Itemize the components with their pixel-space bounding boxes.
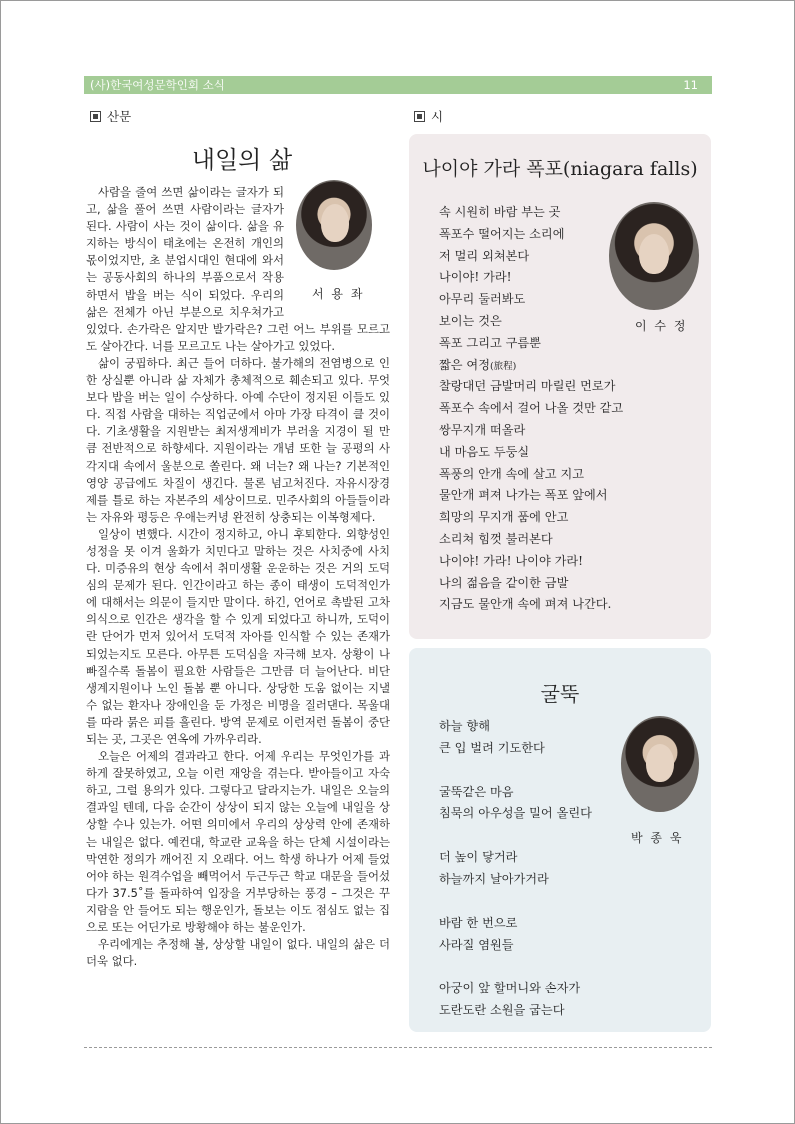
poem-title: 굴뚝: [540, 682, 580, 706]
essay-paragraph: 우리에게는 추정해 볼, 상상할 내일이 없다. 내일의 삶은 더더욱 없다.: [86, 937, 390, 969]
essay-body: [86, 184, 390, 970]
footer-dashed-divider: [84, 1047, 712, 1048]
essay-paragraph: 오늘은 어제의 결과라고 한다. 어제 우리는 무엇인가를 과하게 잘못하였고, 오늘 이런 재앙을 겪는다. 받아들이고 자숙하고, 그럴 용의가 있다. 그렇다고 달라지는가. 내일은 오늘의 결과일 텐데, 다음 순간이 상상이 되지 않는 오늘에 내일을 상상할 수나 있는가. 어떤 의미에서 우리의 상상력 안에 존재하는 내일은 없다. 예컨대, 학교란 교육을 하는 단체 시설이라는 막연한 정의가 깨어진 지 오래다. 어느 학생 하나가 어제 들었어야 하는 원격수업을 빼먹어서 두근두근 학교 대문을 들어섰다가 37.5˚를 돌파하여 입장을 거부당하는 풍경 – 그것은 꾸지람을 안 들어도 되는 행운인가, 돌보는 이도 점심도 없는 집으로 또는 어딘가로 방황해야 하는 불운인가.: [86, 749, 390, 935]
section-label-poetry: 시: [414, 107, 443, 125]
poem-lines: 속 시원히 바람 부는 곳 폭포수 떨어지는 소리에 저 멀리 외쳐본다 나이야! 가라! 아무리 둘러봐도 보이는 것은 폭포 그리고 구름뿐 짧은 여정(旅程) 찰랑대던 금발머리 마릴린 먼로가 폭포수 속에서 걸어 나올 것만 같고 쌍무지개 떠올라 내 마음도 두둥실 폭풍의 안개 속에 살고 지고 물안개 펴져 나가는 폭포 앞에서 희망의 무지개 품에 안고 소리쳐 힘껏 불러본다 나이야! 가라! 나이야 가라! 나의 젊음을 같이한 금발 지금도 물안개 속에 펴져 나간다.: [439, 205, 624, 612]
essay-author-block: [290, 180, 390, 320]
newsletter-title: (사)한국여성문학인회 소식: [90, 78, 225, 92]
author-photo-seo: [296, 180, 372, 270]
poem-card-chimney: [409, 648, 711, 1032]
essay-paragraph: 일상이 변했다. 시간이 정지하고, 아니 후퇴한다. 외향성인 성정을 못 이겨 울화가 치민다고 말하는 것은 사치중에 사치다. 미증유의 현상 속에서 취미생활 운운하는 것은 거의 도덕심의 문제가 된다. 인간이라고 하는 종이 태생이 도덕적인가에 대해서는 의문이 들지만 말이다. 하긴, 언어로 촉발된 고차의식으로 인간은 생각을 할 수 있게 되었다고 하니까, 도덕이란 단어가 먼저 있어서 도덕적 자아를 인식할 수 있는 존재가 되었는지도 모른다. 아무튼 도덕심을 자극해 보자. 상황이 나빠질수록 돌봄이 필요한 사람들은 그만큼 더 늘어난다. 비단 생계지원이나 노인 돌봄 뿐 아니다. 상당한 도움 없이는 지낼 수 없는 환자나 장애인을 둔 가정은 비명을 질러댄다. 목울대를 따라 묽은 피를 흘린다. 방역 문제로 이런저런 돌봄이 중단되는 곳, 그곳은 연옥에 가까우리라.: [86, 526, 390, 746]
poem-author-name: 박 종 욱: [631, 831, 684, 845]
section-label-prose: 산문: [90, 107, 131, 125]
square-bullet-icon: [414, 111, 425, 122]
poem-title: 나이야 가라 폭포(niagara falls): [422, 158, 698, 180]
header-bar: [84, 76, 712, 94]
essay-author-name: 서 용 좌: [312, 287, 365, 301]
essay-paragraph: 삶이 궁핍하다. 최근 들어 더하다. 불가해의 전염병으로 인한 상실뿐 아니라 삶 자체가 총체적으로 훼손되고 있다. 무엇보다 밥을 버는 일이 수상하다. 아예 수단이 정지된 이들도 있다. 직접 사람을 대하는 직업군에서 아마 가장 타격이 클 것이다. 기초생활을 지원받는 최저생계비가 부러울 지경이 될 만큼 전반적으로 하향세다. 지원이라는 개념 또한 늘 공평의 사각지대 속에서 울분으로 쏠린다. 왜 너는? 왜 나는? 기본적인 영양 공급에도 차질이 생긴다. 물론 넘고처진다. 자유시장경제를 틀로 하는 자본주의 세상이므로. 민주사회의 아들들이라는 자유와 평등은 우애는커녕 완전히 상충되는 이복형제다.: [86, 355, 390, 524]
poem-card-niagara: [409, 134, 711, 639]
author-photo-park: [621, 716, 699, 812]
poem-lines: 하늘 향해 큰 입 벌려 기도한다 굴뚝같은 마음 침묵의 아우성을 밀어 올린다 더 높이 닿거라 하늘까지 날아가거라 바람 한 번으로 사라질 염원들 아궁이 앞 할머니와 손자가 도란도란 소원을 굽는다: [439, 719, 592, 1018]
page-number: 11: [683, 78, 698, 92]
essay-paragraph: 사람을 줄여 쓰면 삶이라는 글자가 되고, 삶을 풀어 쓰면 사람이라는 글자가 된다. 사람이 사는 것이 삶이다. 삶을 유지하는 방식이 태초에는 온전히 개인의 몫이었지만, 초 분업시대인 현대에 와서는 공동사회의 하나의 부품으로서 작용하면서 밥을 버는 식이 되었다. 우리의 삶은 전체가 아닌 부분으로 치우쳐가고 있었다. 손가락은 알지만 발가락은? 그런 어느 부위를 모르고도 살아간다. 너를 모르고도 나는 살아가고 있었다.: [86, 185, 390, 353]
poem-author-name: 이 수 정: [635, 319, 688, 333]
square-bullet-icon: [90, 111, 101, 122]
essay-title: 내일의 삶: [191, 146, 293, 174]
